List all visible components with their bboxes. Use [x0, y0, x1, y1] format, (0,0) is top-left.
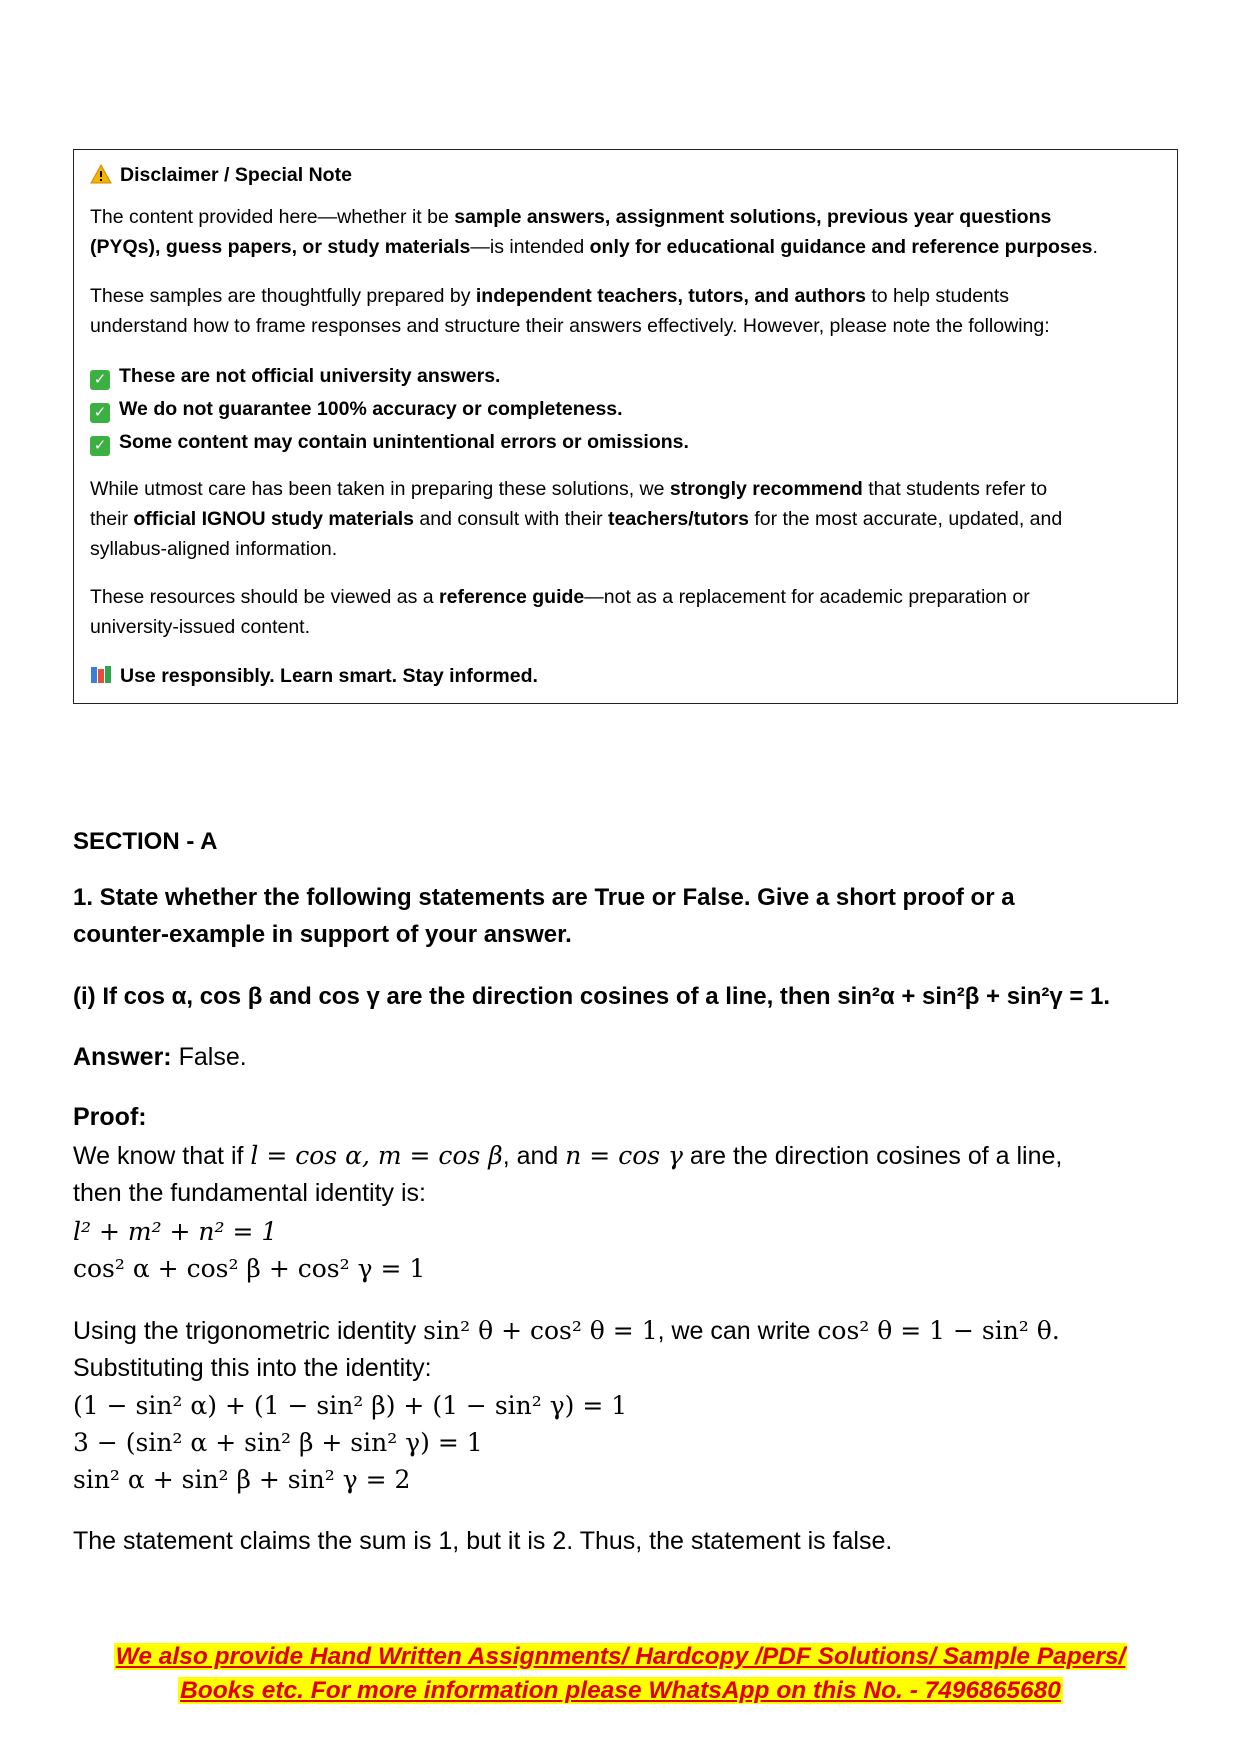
disclaimer-p2-line2: understand how to frame responses and structure their answers effectively. However, please note the following: [90, 315, 1050, 337]
proof-label: Proof: [73, 1103, 147, 1131]
disclaimer-box [73, 149, 1178, 704]
footer-text-1: We also provide Hand Written Assignments/ Hardcopy /PDF Solutions/ Sample Papers/ [115, 1643, 1126, 1670]
conclusion: The statement claims the sum is 1, but it is 2. Thus, the statement is false. [73, 1527, 893, 1555]
disclaimer-closing: Use responsibly. Learn smart. Stay informed. [90, 661, 538, 691]
disclaimer-p4-line2: university-issued content. [90, 616, 311, 638]
math-inline: l = cos α, m = cos β [250, 1141, 503, 1170]
books-icon [90, 665, 112, 685]
math-inline: sin² θ + cos² θ = 1 [423, 1316, 658, 1345]
check-icon: ✓ [90, 403, 110, 423]
check-item: ✓ These are not official university answers. [90, 361, 500, 391]
equation-2: cos² α + cos² β + cos² γ = 1 [73, 1254, 426, 1283]
equation-3: (1 − sin² α) + (1 − sin² β) + (1 − sin² γ) = 1 [73, 1391, 628, 1420]
proof-line-1: We know that if l = cos α, m = cos β, and n = cos γ are the direction cosines of a line, [73, 1141, 1063, 1170]
check-item: ✓ Some content may contain unintentional errors or omissions. [90, 427, 689, 457]
section-title: SECTION - A [73, 828, 218, 855]
answer-value: False. [171, 1043, 247, 1071]
equation-1: l² + m² + n² = 1 [73, 1217, 278, 1246]
disclaimer-p3-line3: syllabus-aligned information. [90, 538, 338, 560]
answer-label: Answer: [73, 1043, 172, 1071]
answer-line [73, 1043, 247, 1072]
disclaimer-p2-line1: These samples are thoughtfully prepared by independent teachers, tutors, and authors to help students [90, 285, 1010, 307]
disclaimer-title-text: Disclaimer / Special Note [120, 164, 352, 186]
check-icon: ✓ [90, 436, 110, 456]
math-inline: n = cos γ [565, 1141, 683, 1170]
equation-5: sin² α + sin² β + sin² γ = 2 [73, 1465, 411, 1494]
question-part-i: (i) If cos α, cos β and cos γ are the direction cosines of a line, then sin²α + sin²β + sin²γ = 1. [73, 983, 1111, 1010]
equation-4: 3 − (sin² α + sin² β + sin² γ) = 1 [73, 1428, 483, 1457]
disclaimer-p3-line1: While utmost care has been taken in preparing these solutions, we strongly recommend that students refer to [90, 478, 1048, 500]
warning-icon [90, 164, 112, 184]
math-inline: cos² θ = 1 − sin² θ. [817, 1316, 1060, 1345]
proof-line-2: then the fundamental identity is: [73, 1179, 427, 1207]
disclaimer-p4-line1: These resources should be viewed as a reference guide—not as a replacement for academic preparation or [90, 586, 1030, 608]
check-item: ✓ We do not guarantee 100% accuracy or completeness. [90, 394, 623, 424]
disclaimer-p1-line2: (PYQs), guess papers, or study materials—is intended only for educational guidance and reference purposes. [90, 236, 1098, 258]
footer-line-1 [0, 1643, 1241, 1671]
disclaimer-title [90, 160, 352, 190]
disclaimer-p3-line2: their official IGNOU study materials and consult with their teachers/tutors for the most accurate, updated, and [90, 508, 1063, 530]
proof-line-4: Substituting this into the identity: [73, 1354, 432, 1382]
proof-line-3: Using the trigonometric identity sin² θ + cos² θ = 1, we can write cos² θ = 1 − sin² θ. [73, 1316, 1060, 1345]
question-line-1: 1. State whether the following statements are True or False. Give a short proof or a [73, 884, 1015, 911]
question-line-2: counter-example in support of your answer. [73, 921, 572, 948]
footer-text-2: Books etc. For more information please WhatsApp on this No. - 7496865680 [180, 1677, 1061, 1704]
disclaimer-p1-line1: The content provided here—whether it be sample answers, assignment solutions, previous year questions [90, 206, 1052, 228]
check-icon: ✓ [90, 370, 110, 390]
footer-line-2 [0, 1677, 1241, 1705]
